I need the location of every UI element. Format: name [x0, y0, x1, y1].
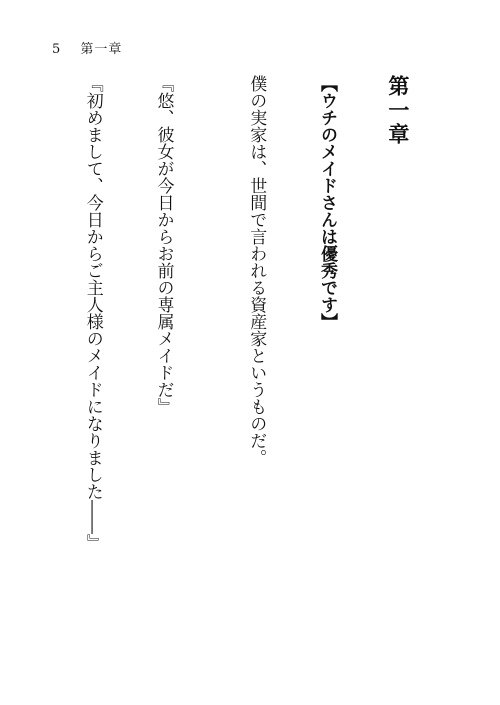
text-line: 『悠、彼女が今日からお前の専属メイドだ』: [153, 75, 174, 415]
running-title: 第一章: [80, 42, 123, 57]
running-header: [52, 38, 122, 57]
vertical-text-body: [36, 75, 456, 695]
text-line: 僕の実家は、世間で言われる資産家というものだ。: [246, 75, 267, 466]
text-line: 『初めまして、今日からご主人様のメイドになりました――』: [82, 75, 103, 551]
chapter-title: 第一章: [385, 75, 410, 147]
chapter-subtitle: 【ウチのメイドさんは優秀です】: [317, 75, 338, 330]
page-number: 5: [52, 42, 62, 57]
